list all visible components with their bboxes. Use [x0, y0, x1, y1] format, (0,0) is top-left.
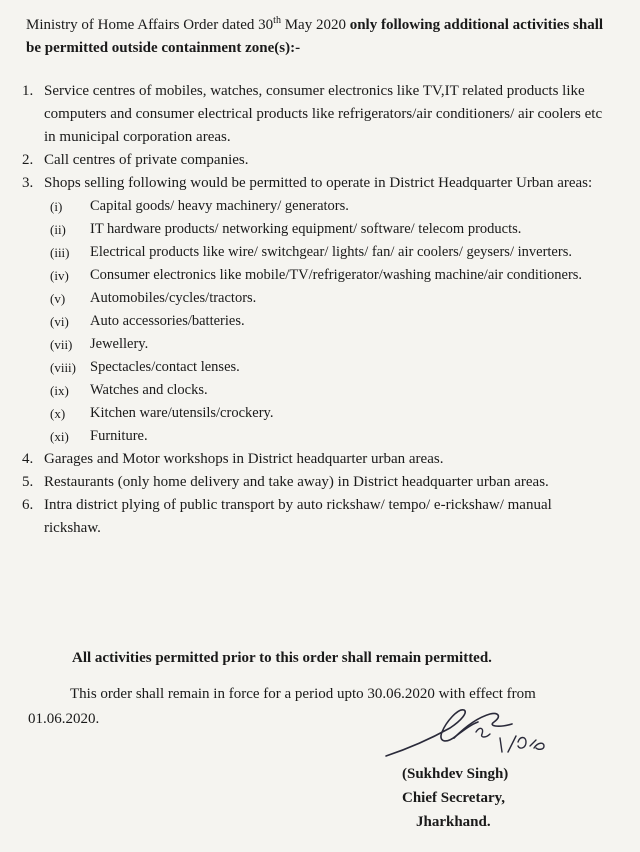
subitem-text: Kitchen ware/utensils/crockery. [90, 405, 274, 421]
signatory-title: Chief Secretary, [402, 790, 506, 806]
item-number: 6. [22, 497, 34, 513]
sublist-item [50, 402, 612, 425]
list-item [22, 149, 612, 172]
item-text: Garages and Motor workshops in District headquarter urban areas. [44, 451, 444, 467]
sublist-item [50, 218, 612, 241]
shops-sublist [44, 195, 612, 448]
subitem-text: Electrical products like wire/ switchgear/ lights/ fan/ air coolers/ geysers/ inverters. [90, 244, 572, 260]
subitem-number: (x) [50, 406, 66, 421]
item-number: 3. [22, 175, 34, 191]
validity-paragraph: This order shall remain in force for a period upto 30.06.2020 with effect from 01.06.2020. [28, 686, 536, 727]
heading-lead: Ministry of Home Affairs Order dated 30 [26, 17, 274, 33]
handwritten-signature [380, 698, 560, 768]
subitem-text: Furniture. [90, 428, 148, 444]
sublist-item [50, 241, 612, 264]
subitem-number: (iii) [50, 245, 70, 260]
sublist-item [50, 264, 612, 287]
sublist-item [50, 356, 612, 379]
item-text: Service centres of mobiles, watches, consumer electronics like TV,IT related products like computers and consumer electrical products like refrigerators/air conditioners/ air coolers etc in municipal corporation areas. [44, 83, 603, 145]
item-text: Restaurants (only home delivery and take away) in District headquarter urban areas. [44, 474, 549, 490]
item-number: 2. [22, 152, 34, 168]
item-text: Intra district plying of public transport by auto rickshaw/ tempo/ e-rickshaw/ manual rickshaw. [44, 497, 552, 536]
sublist-item [50, 287, 612, 310]
signatory-state: Jharkhand. [416, 814, 491, 830]
item-number: 1. [22, 83, 34, 99]
subitem-text: Spectacles/contact lenses. [90, 359, 240, 375]
sublist-item [50, 195, 612, 218]
item-text: Shops selling following would be permitted to operate in District Headquarter Urban areas: [44, 175, 593, 191]
list-item [22, 448, 612, 471]
subitem-number: (viii) [50, 360, 76, 375]
subitem-number: (vi) [50, 314, 69, 329]
heading-date-rest: May 2020 [280, 17, 350, 33]
list-item [22, 494, 612, 540]
subitem-number: (v) [50, 291, 66, 306]
subitem-number: (xi) [50, 429, 69, 444]
subitem-number: (i) [50, 199, 63, 214]
subitem-text: Capital goods/ heavy machinery/ generators. [90, 198, 349, 214]
item-text: Call centres of private companies. [44, 152, 249, 168]
closing-statement: All activities permitted prior to this order shall remain permitted. [72, 650, 492, 666]
list-item [22, 80, 612, 149]
sublist-item [50, 333, 612, 356]
item-number: 5. [22, 474, 34, 490]
list-item [22, 471, 612, 494]
activities-list [22, 80, 612, 540]
signatory-block [402, 762, 508, 834]
subitem-number: (vii) [50, 337, 73, 352]
sublist-item [50, 310, 612, 333]
subitem-text: Jewellery. [90, 336, 149, 352]
item-number: 4. [22, 451, 34, 467]
subitem-number: (ii) [50, 222, 66, 237]
subitem-text: Consumer electronics like mobile/TV/refrigerator/washing machine/air conditioners. [90, 267, 583, 283]
list-item [22, 172, 612, 448]
subitem-number: (iv) [50, 268, 69, 283]
subitem-text: Watches and clocks. [90, 382, 208, 398]
heading-bold: only following additional activities shall be permitted outside containment zone(s):- [26, 17, 604, 56]
sublist-item [50, 425, 612, 448]
signatory-name: (Sukhdev Singh) [402, 766, 509, 782]
subitem-text: Automobiles/cycles/tractors. [90, 290, 257, 306]
sublist-item [50, 379, 612, 402]
heading-superscript: th [273, 15, 281, 26]
subitem-text: Auto accessories/batteries. [90, 313, 245, 329]
subitem-number: (ix) [50, 383, 69, 398]
subitem-text: IT hardware products/ networking equipment/ software/ telecom products. [90, 221, 522, 237]
order-heading [26, 14, 616, 60]
